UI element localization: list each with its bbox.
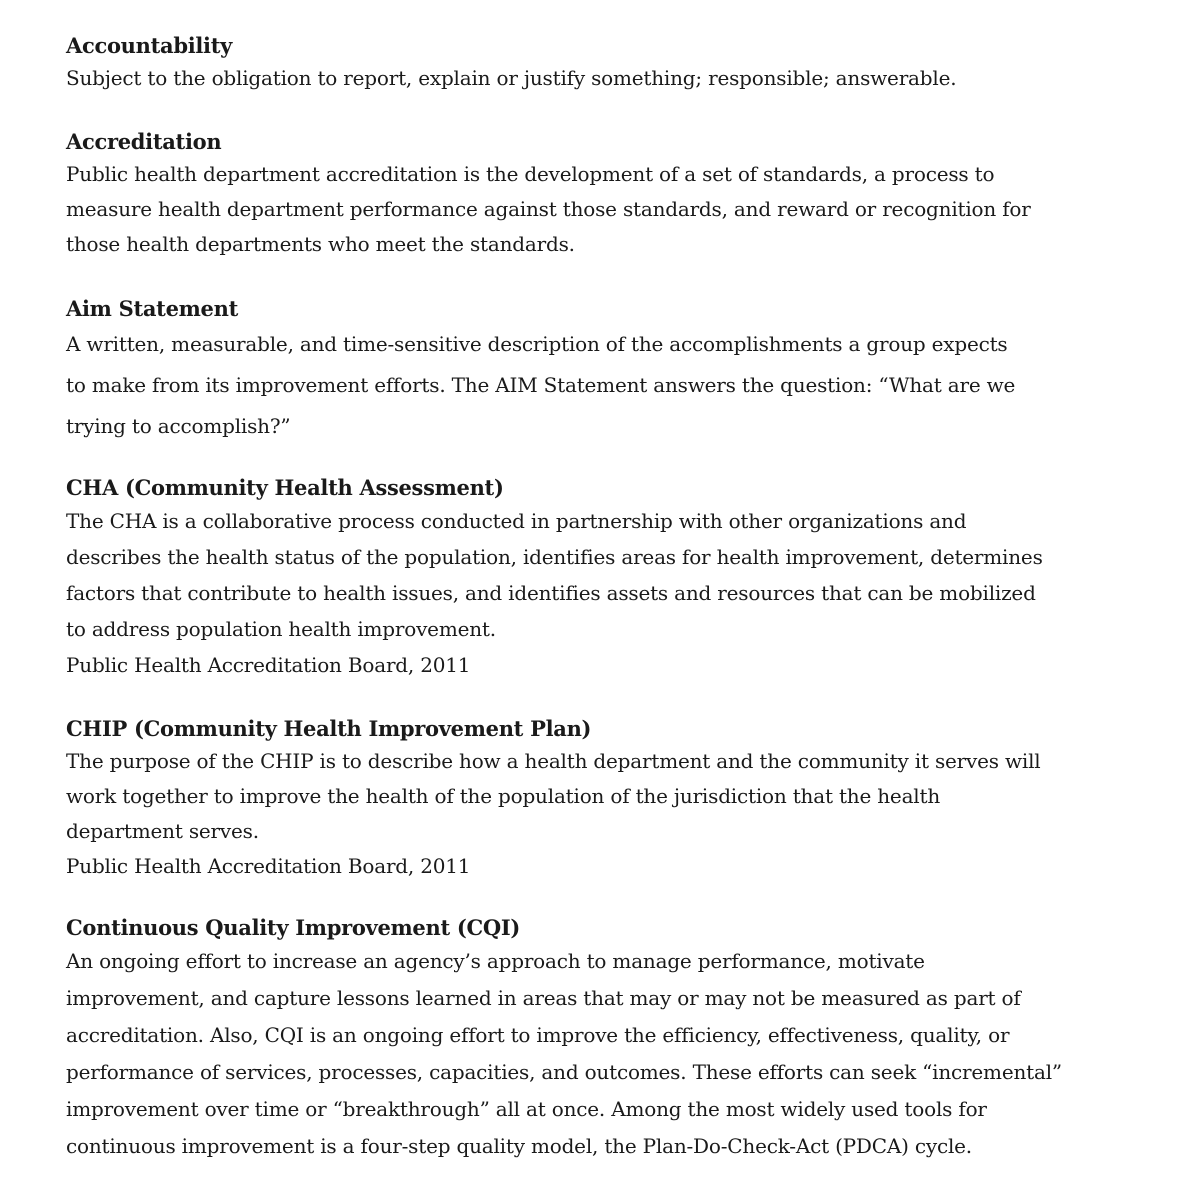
glossary-entry-accreditation (66, 127, 1146, 262)
definition-line: department serves. (66, 819, 259, 843)
definition-line: The purpose of the CHIP is to describe how a health department and the community it serves will (66, 749, 1041, 773)
definition-line: performance of services, processes, capacities, and outcomes. These efforts can seek “incremental” (66, 1060, 1062, 1084)
definition-line: The CHA is a collaborative process conducted in partnership with other organizations and (66, 509, 967, 533)
definition-line: An ongoing effort to increase an agency’s approach to manage performance, motivate (66, 949, 925, 973)
definition-line: those health departments who meet the standards. (66, 232, 575, 256)
definition-line: A written, measurable, and time-sensitive description of the accomplishments a group expects (66, 332, 1008, 356)
glossary-entry-aim-statement (66, 294, 1146, 447)
definition-line: to address population health improvement. (66, 617, 496, 641)
glossary-entry-chip (66, 714, 1146, 884)
definition-line: accreditation. Also, CQI is an ongoing effort to improve the efficiency, effectiveness, quality, or (66, 1023, 1010, 1047)
citation-line: Public Health Accreditation Board, 2011 (66, 653, 471, 677)
term-heading: Accountability (66, 33, 233, 58)
definition-line: improvement over time or “breakthrough” all at once. Among the most widely used tools for (66, 1097, 987, 1121)
glossary-entry-cqi (66, 913, 1146, 1165)
definition-line: Subject to the obligation to report, explain or justify something; responsible; answerable. (66, 66, 957, 90)
definition-line: continuous improvement is a four-step quality model, the Plan-Do-Check-Act (PDCA) cycle. (66, 1134, 972, 1158)
term-heading: Aim Statement (66, 296, 238, 321)
definition-line: to make from its improvement efforts. The AIM Statement answers the question: “What are we (66, 373, 1016, 397)
term-heading: CHIP (Community Health Improvement Plan) (66, 716, 592, 741)
definition-line: improvement, and capture lessons learned in areas that may or may not be measured as part of (66, 986, 1021, 1010)
definition-line: work together to improve the health of the population of the jurisdiction that the health (66, 784, 941, 808)
term-heading: Accreditation (66, 129, 222, 154)
definition-line: Public health department accreditation is the development of a set of standards, a process to (66, 162, 995, 186)
definition-line: factors that contribute to health issues, and identifies assets and resources that can be mobilized (66, 581, 1036, 605)
glossary-entry-accountability (66, 31, 1146, 96)
citation-line: Public Health Accreditation Board, 2011 (66, 854, 471, 878)
term-heading: CHA (Community Health Assessment) (66, 475, 504, 500)
term-heading: Continuous Quality Improvement (CQI) (66, 915, 521, 940)
definition-line: describes the health status of the population, identifies areas for health improvement, determines (66, 545, 1043, 569)
definition-line: trying to accomplish?” (66, 414, 291, 438)
definition-line: measure health department performance against those standards, and reward or recognition for (66, 197, 1031, 221)
glossary-entry-cha (66, 473, 1146, 683)
